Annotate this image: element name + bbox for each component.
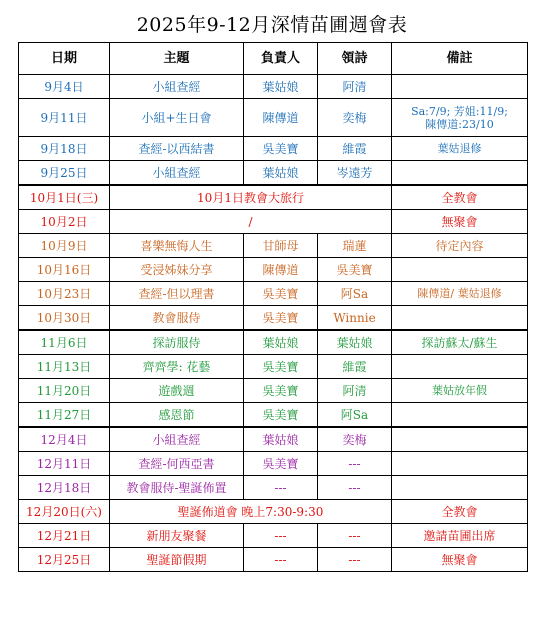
note-cell: 無聚會 — [392, 210, 528, 234]
table-row — [19, 210, 528, 234]
note-cell — [392, 306, 528, 331]
table-row — [19, 258, 528, 282]
note-cell — [392, 476, 528, 500]
date-cell: 10月2日 — [19, 210, 110, 234]
theme-cell: 遊戲週 — [110, 379, 244, 403]
theme-cell: 小組+生日會 — [110, 99, 244, 137]
date-cell: 9月11日 — [19, 99, 110, 137]
table-row — [19, 306, 528, 331]
header-date: 日期 — [19, 43, 110, 75]
theme-cell: 受浸姊妹分享 — [110, 258, 244, 282]
note-cell — [392, 452, 528, 476]
worship-cell: 阿Sa — [318, 403, 392, 428]
note-cell: 全教會 — [392, 500, 528, 524]
note-cell: 葉姑放年假 — [392, 379, 528, 403]
worship-cell: 阿清 — [318, 379, 392, 403]
date-cell: 9月25日 — [19, 161, 110, 186]
date-cell: 10月30日 — [19, 306, 110, 331]
note-cell: 探訪蘇太/蘇生 — [392, 330, 528, 355]
header-row — [19, 43, 528, 75]
table-row — [19, 185, 528, 210]
leader-cell: 葉姑娘 — [244, 161, 318, 186]
worship-cell: 吳美寶 — [318, 258, 392, 282]
leader-cell: 葉姑娘 — [244, 75, 318, 99]
note-cell — [392, 161, 528, 186]
theme-cell: 查經-何西亞書 — [110, 452, 244, 476]
note-cell: 待定內容 — [392, 234, 528, 258]
note-cell: Sa:7/9; 芳姐:11/9; 陳傳道:23/10 — [392, 99, 528, 137]
leader-cell: --- — [244, 476, 318, 500]
schedule-table — [18, 42, 528, 572]
note-cell — [392, 258, 528, 282]
date-cell: 12月11日 — [19, 452, 110, 476]
worship-cell: 奕梅 — [318, 99, 392, 137]
date-cell: 11月6日 — [19, 330, 110, 355]
leader-cell: 陳傳道 — [244, 99, 318, 137]
date-cell: 10月1日(三) — [19, 185, 110, 210]
leader-cell: --- — [244, 524, 318, 548]
table-row — [19, 524, 528, 548]
date-cell: 12月20日(六) — [19, 500, 110, 524]
leader-cell: 吳美寶 — [244, 355, 318, 379]
theme-cell: / — [110, 210, 392, 234]
theme-cell: 新朋友聚餐 — [110, 524, 244, 548]
table-row — [19, 452, 528, 476]
table-row — [19, 355, 528, 379]
note-cell — [392, 403, 528, 428]
leader-cell: 葉姑娘 — [244, 427, 318, 452]
date-cell: 9月18日 — [19, 137, 110, 161]
theme-cell: 探訪服侍 — [110, 330, 244, 355]
worship-cell: 阿Sa — [318, 282, 392, 306]
worship-cell: 奕梅 — [318, 427, 392, 452]
theme-cell: 小組查經 — [110, 75, 244, 99]
table-row — [19, 99, 528, 137]
theme-cell: 聖誕節假期 — [110, 548, 244, 572]
theme-cell: 感恩節 — [110, 403, 244, 428]
theme-cell: 小組查經 — [110, 161, 244, 186]
note-cell: 無聚會 — [392, 548, 528, 572]
table-row — [19, 137, 528, 161]
table-row — [19, 234, 528, 258]
worship-cell: --- — [318, 524, 392, 548]
date-cell: 12月21日 — [19, 524, 110, 548]
date-cell: 10月9日 — [19, 234, 110, 258]
worship-cell: --- — [318, 452, 392, 476]
note-cell: 陳傳道/ 葉姑退修 — [392, 282, 528, 306]
note-cell: 邀請苗圃出席 — [392, 524, 528, 548]
date-cell: 10月16日 — [19, 258, 110, 282]
worship-cell: 岑遠芳 — [318, 161, 392, 186]
theme-cell: 教會服侍-聖誕佈置 — [110, 476, 244, 500]
leader-cell: 吳美寶 — [244, 379, 318, 403]
leader-cell: 葉姑娘 — [244, 330, 318, 355]
table-row — [19, 282, 528, 306]
table-row — [19, 427, 528, 452]
table-row — [19, 330, 528, 355]
date-cell: 10月23日 — [19, 282, 110, 306]
worship-cell: 維霞 — [318, 137, 392, 161]
date-cell: 11月13日 — [19, 355, 110, 379]
date-cell: 12月4日 — [19, 427, 110, 452]
theme-cell: 聖誕佈道會 晚上7:30-9:30 — [110, 500, 392, 524]
table-row — [19, 75, 528, 99]
worship-cell: 瑞蓮 — [318, 234, 392, 258]
leader-cell: 吳美寶 — [244, 306, 318, 331]
table-row — [19, 161, 528, 186]
leader-cell: 吳美寶 — [244, 403, 318, 428]
worship-cell: 維霞 — [318, 355, 392, 379]
note-cell: 全教會 — [392, 185, 528, 210]
table-row — [19, 476, 528, 500]
leader-cell: 吳美寶 — [244, 282, 318, 306]
theme-cell: 查經-但以理書 — [110, 282, 244, 306]
worship-cell: 葉姑娘 — [318, 330, 392, 355]
note-cell — [392, 427, 528, 452]
worship-cell: Winnie — [318, 306, 392, 331]
leader-cell: 吳美寶 — [244, 137, 318, 161]
date-cell: 11月20日 — [19, 379, 110, 403]
header-note: 備註 — [392, 43, 528, 75]
theme-cell: 小組查經 — [110, 427, 244, 452]
theme-cell: 10月1日教會大旅行 — [110, 185, 392, 210]
date-cell: 11月27日 — [19, 403, 110, 428]
theme-cell: 查經-以西結書 — [110, 137, 244, 161]
note-cell: 葉姑退修 — [392, 137, 528, 161]
theme-cell: 教會服侍 — [110, 306, 244, 331]
note-cell — [392, 75, 528, 99]
theme-cell: 齊齊學: 花藝 — [110, 355, 244, 379]
header-theme: 主題 — [110, 43, 244, 75]
leader-cell: 甘師母 — [244, 234, 318, 258]
worship-cell: --- — [318, 476, 392, 500]
theme-cell: 喜樂無悔人生 — [110, 234, 244, 258]
table-row — [19, 548, 528, 572]
date-cell: 9月4日 — [19, 75, 110, 99]
worship-cell: 阿清 — [318, 75, 392, 99]
table-row — [19, 403, 528, 428]
worship-cell: --- — [318, 548, 392, 572]
table-row — [19, 379, 528, 403]
note-cell — [392, 355, 528, 379]
date-cell: 12月18日 — [19, 476, 110, 500]
header-worship: 領詩 — [318, 43, 392, 75]
leader-cell: 陳傳道 — [244, 258, 318, 282]
leader-cell: --- — [244, 548, 318, 572]
date-cell: 12月25日 — [19, 548, 110, 572]
leader-cell: 吳美寶 — [244, 452, 318, 476]
header-leader: 負責人 — [244, 43, 318, 75]
table-row — [19, 500, 528, 524]
page-title: 2025年9-12月深情苗圃週會表 — [136, 14, 408, 36]
